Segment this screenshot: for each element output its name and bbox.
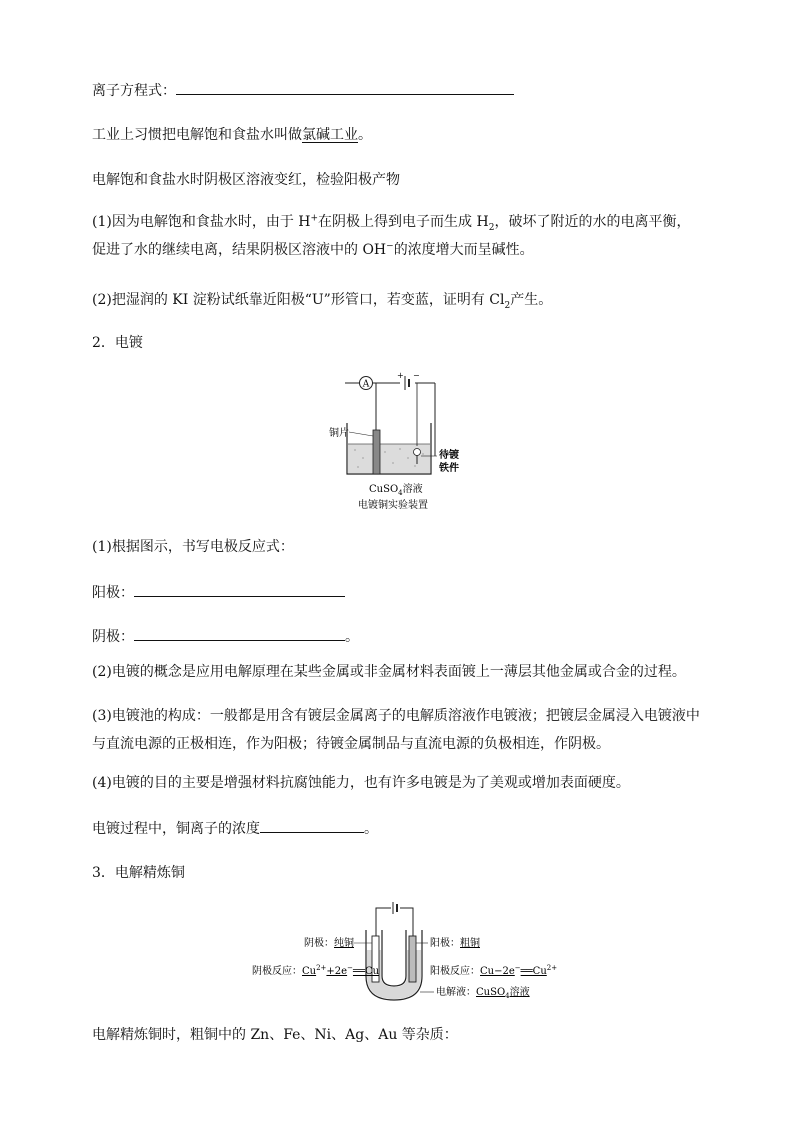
ammeter-label: A	[362, 379, 370, 390]
figure-1-caption: 电镀铜实验装置	[358, 500, 428, 511]
p1-text-c: 在阴极上得到电子而生成 H	[318, 214, 489, 230]
p1-sub-2: 2	[488, 222, 495, 233]
p1-text-e: ，破坏了附近的水的电离平衡，促进了水的继续电离，结果阴极区溶液中的 OH	[92, 214, 691, 258]
copper-plate-label: 铜片	[329, 428, 349, 439]
p1-sup-plus: +	[310, 213, 319, 224]
p1-text-g: 的浓度增大而呈碱性。	[393, 242, 534, 258]
electroplating-diagram	[325, 366, 475, 514]
concentration-line	[92, 818, 378, 839]
cathode-end: 。	[345, 629, 359, 645]
cathode-blank[interactable]	[134, 626, 345, 641]
concentration-end: 。	[364, 821, 378, 837]
p1-sup-minus: −	[386, 241, 394, 252]
cathode-electrode-label: 阴极：纯铜	[304, 938, 354, 949]
p2-sub-2: 2	[504, 300, 511, 311]
chlor-alkali-line	[92, 125, 372, 145]
iron-item	[414, 449, 421, 456]
chlor-alkali-text: 工业上习惯把电解饱和食盐水叫做	[92, 127, 302, 143]
anode-electrode-label: 阳极：粗铜	[430, 938, 480, 949]
ionic-equation-label: 离子方程式：	[92, 83, 176, 99]
iron-label-line2: 铁件	[439, 463, 459, 474]
iron-label-line1: 待镀	[439, 450, 459, 461]
concentration-blank[interactable]	[260, 818, 364, 833]
cathode-reaction: 阴极反应：$Cu^{2+}+2e^-══Cu$	[252, 964, 380, 977]
question-3: (3)电镀池的构成：一般都是用含有镀层金属离子的电解质溶液作电镀液；把镀层金属浸入电镀液中与直流电源的正极相连，作为阳极；待镀金属制品与直流电源的负极相连，作阴极。	[92, 708, 700, 752]
battery-minus: −	[413, 371, 420, 380]
crude-copper-electrode	[409, 936, 416, 982]
copper-refining-diagram	[248, 900, 558, 1010]
solution-label: CuSO$_4$溶液	[369, 484, 423, 497]
chlor-alkali-term: 氯碱工业	[302, 127, 358, 143]
chlor-alkali-end: 。	[358, 127, 372, 143]
p2-text-c: 产生。	[510, 292, 553, 308]
ionic-equation-blank[interactable]	[176, 80, 514, 95]
refining-impurities-line: 电解精炼铜时，粗铜中的 Zn、Fe、Ni、Ag、Au 等杂质：	[92, 1027, 458, 1043]
anode-label: 阳极：	[92, 585, 134, 601]
anode-reaction: 阳极反应：$Cu-2e^-══Cu^{2+}$	[430, 964, 558, 977]
section-heading-electroplating: 2．电镀	[92, 335, 143, 351]
question-2: (2)电镀的概念是应用电解原理在某些金属或非金属材料表面镀上一薄层其他金属或合金的过程。	[92, 664, 686, 680]
section-heading-refining: 3．电解精炼铜	[92, 865, 185, 881]
anode-line	[92, 582, 345, 603]
p1-text-a: (1)因为电解饱和食盐水时，由于 H	[92, 214, 311, 230]
cathode-label: 阴极：	[92, 629, 134, 645]
ionic-equation-line	[92, 80, 514, 101]
paragraph-1	[92, 208, 704, 264]
concentration-label: 电镀过程中，铜离子的浓度	[92, 821, 260, 837]
copper-plate	[373, 430, 380, 474]
cathode-red-line: 电解饱和食盐水时阴极区溶液变红，检验阳极产物	[92, 172, 400, 188]
electrolyte-label: 电解液：CuSO$_4$溶液	[436, 987, 530, 1000]
battery-plus: +	[397, 371, 404, 380]
anode-blank[interactable]	[134, 582, 345, 597]
cathode-line	[92, 626, 359, 647]
question-4: (4)电镀的目的主要是增强材料抗腐蚀能力，也有许多电镀是为了美观或增加表面硬度。	[92, 775, 630, 791]
p2-text-a: (2)把湿润的 KI 淀粉试纸靠近阳极“U”形管口，若变蓝，证明有 Cl	[92, 292, 505, 308]
question-1: (1)根据图示，书写电极反应式：	[92, 539, 294, 555]
paragraph-2	[92, 290, 552, 310]
